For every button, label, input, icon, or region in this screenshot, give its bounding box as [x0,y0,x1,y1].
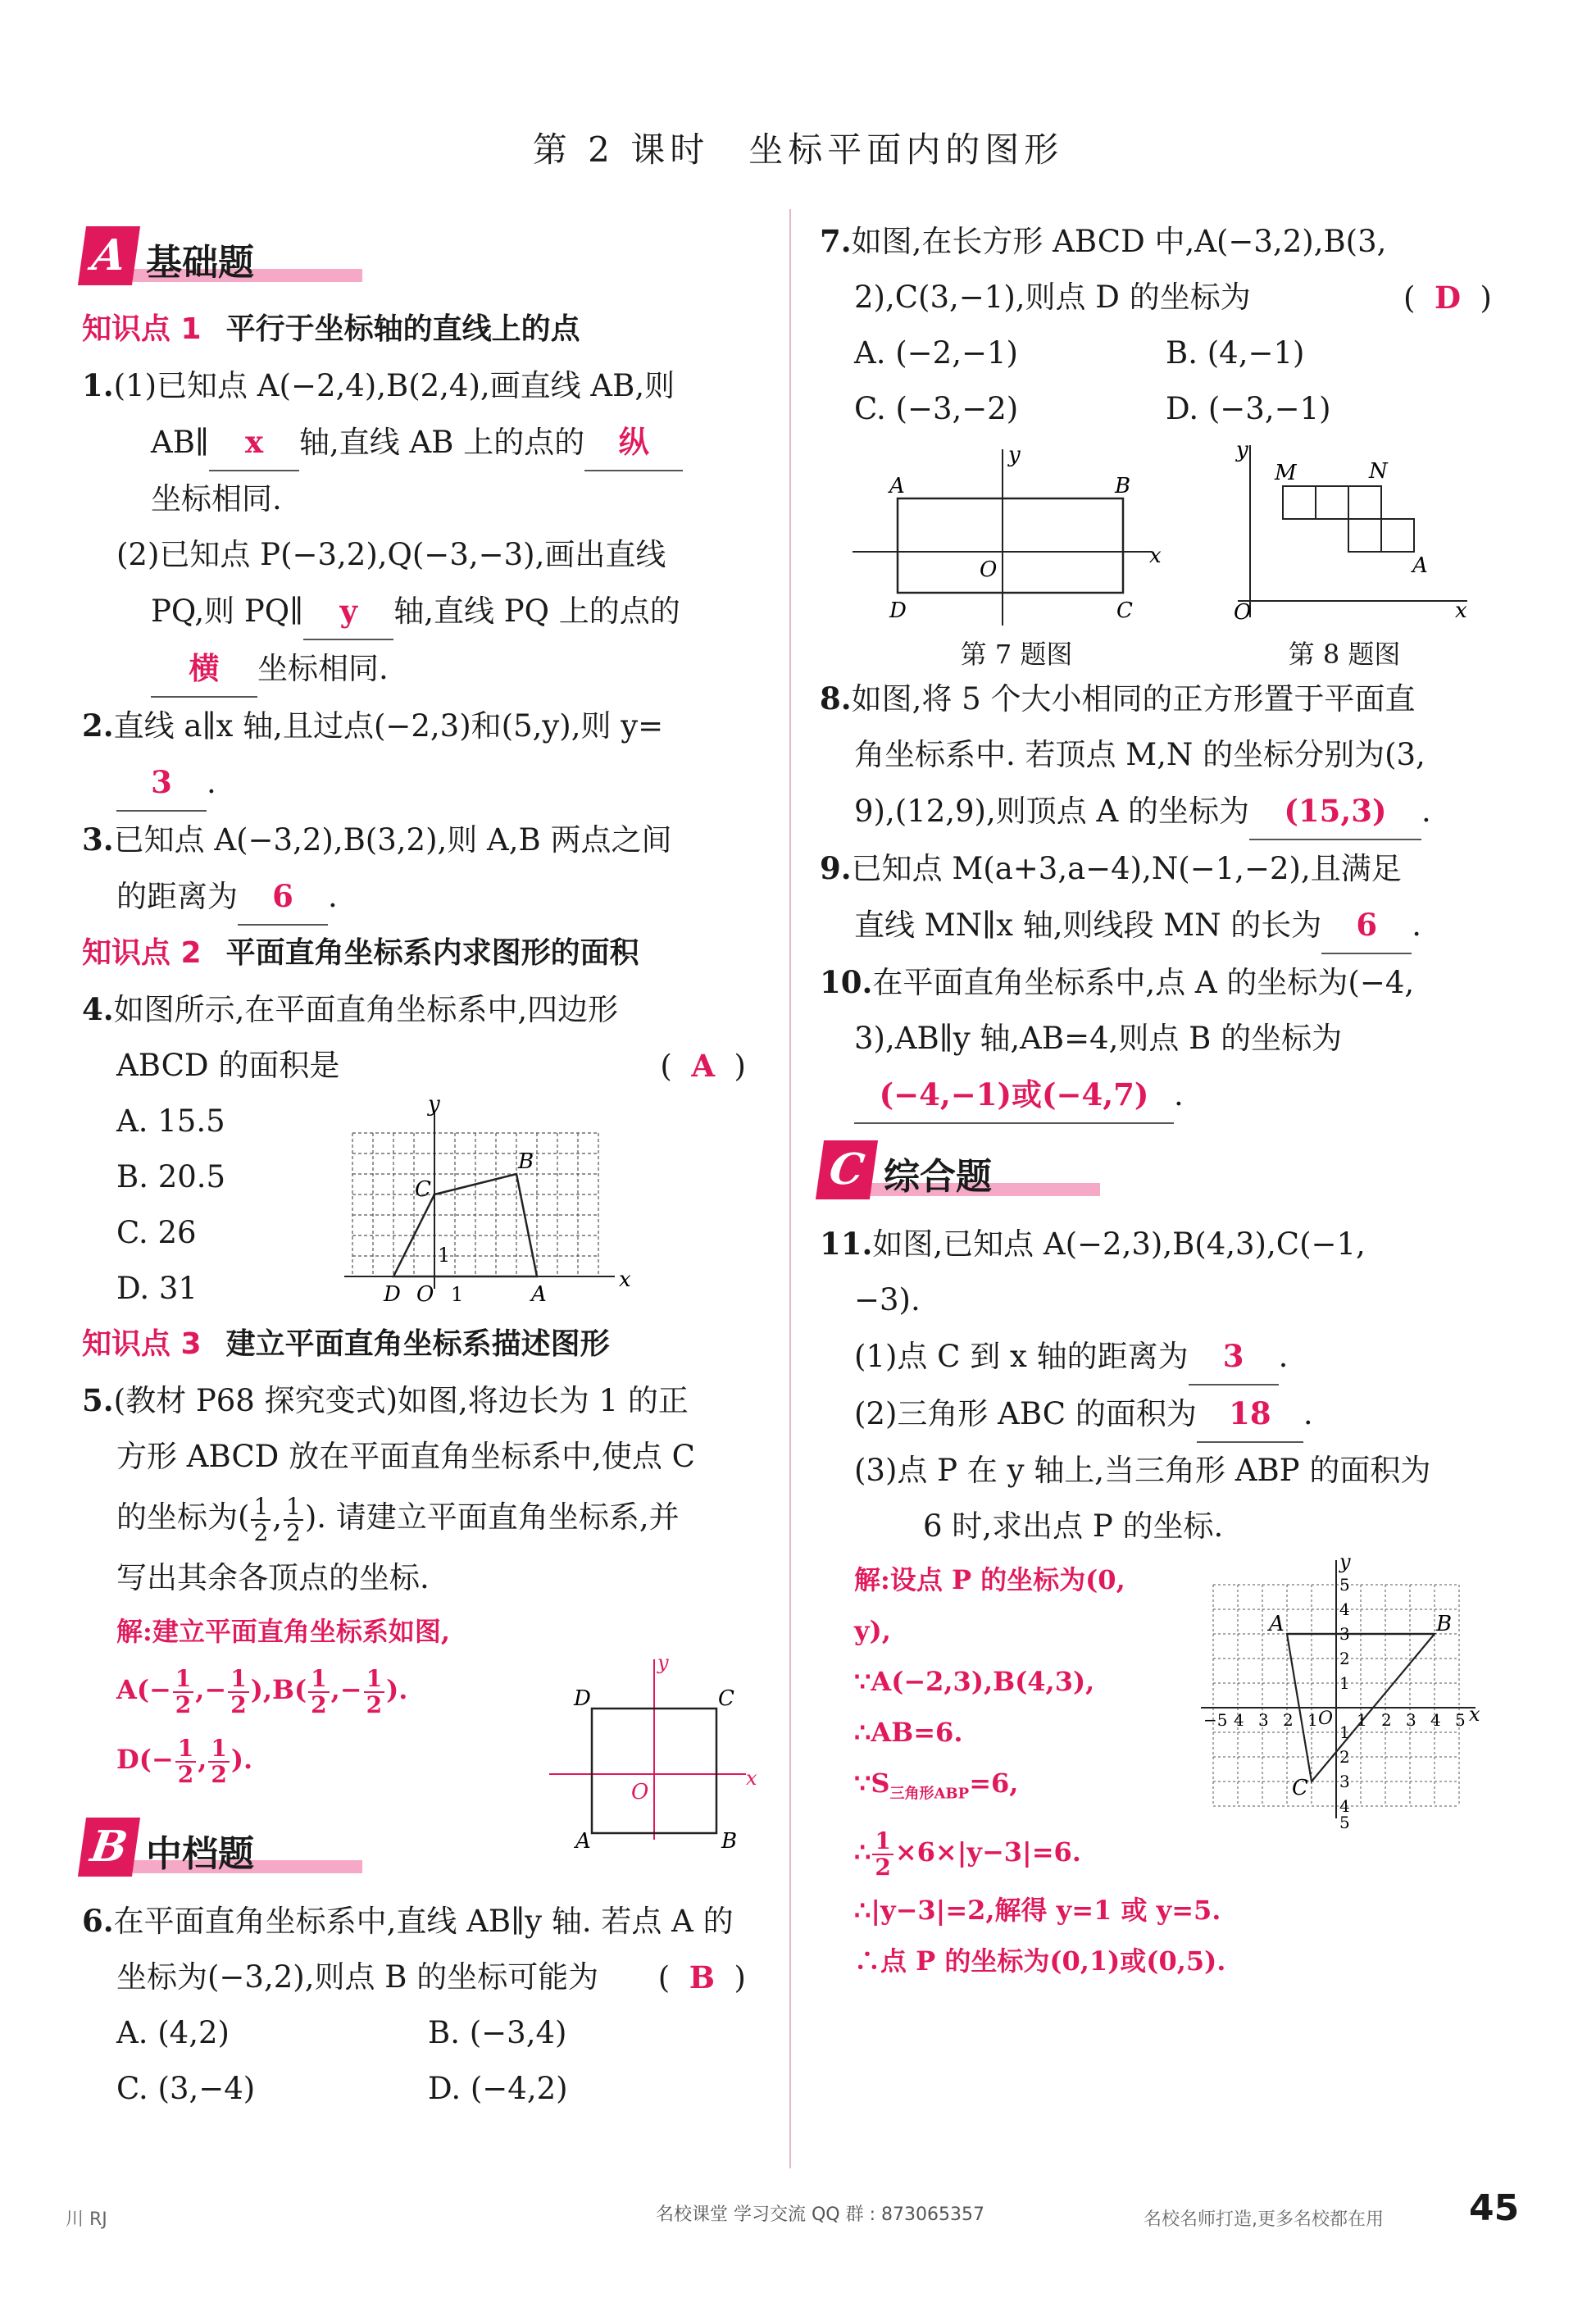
question-2: 2.直线 a∥x 轴,且过点(−2,3)和(5,y),则 y= 3 . [82,698,762,812]
q1-answer-3: y [303,583,393,640]
q7-fig-x-label: x [1149,544,1162,568]
q5-fig-a-label: A [575,1829,591,1854]
q7-q8-figures [820,437,1500,671]
right-column [820,213,1500,1986]
q5-line3a: 的坐标为( [116,1499,250,1535]
q7-answer: D [1434,280,1462,316]
q6-option-d: D. (−4,2) [428,2071,568,2106]
q1-answer-2: 纵 [584,414,683,471]
q11-fig-x-label: x [1469,1703,1480,1726]
section-b-badge: B [78,1818,140,1877]
q9-answer: 6 [1321,897,1412,954]
knowledge-point-2 [82,926,762,981]
q11-xtick-9: 4 [1430,1710,1441,1730]
q6-answer: B [689,1959,716,1995]
question-4: 4.如图所示,在平面直角坐标系中,四边形 ABCD 的面积是 ( A ) A. 15.5 B. 20.5 C. 26 D. 31 y x B C D O 1 1 A [82,981,762,1317]
q11-ytick-6: 1 [1339,1722,1350,1742]
q11-fig-c-label: C [1292,1776,1308,1800]
q5-fig-o-label: O [631,1780,649,1804]
question-9: 9.已知点 M(a+3,a−4),N(−1,−2),且满足 直线 MN∥x 轴,则线段 MN 的长为 6 . [820,840,1500,954]
section-a-title: 基础题 [146,242,254,284]
q11-p3-line1: (3)点 P 在 y 轴上,当三角形 ABP 的面积为 [854,1453,1431,1488]
q8-fig-n-label: N [1369,459,1388,484]
q11-sol-line1: 解:设点 P 的坐标为(0, [854,1564,1125,1595]
q11-answer-2: 18 [1197,1386,1303,1443]
q4-fig-a-label: A [531,1282,547,1307]
q11-line1: 如图,已知点 A(−2,3),B(4,3),C(−1, [872,1226,1366,1262]
q2-answer: 3 [116,754,207,812]
q11-p2: (2)三角形 ABC 的面积为 [854,1396,1197,1431]
q5-fig-d-label: D [574,1686,591,1711]
kp3-title: 建立平面直角坐标系描述图形 [225,1327,610,1361]
question-6: 6.在平面直角坐标系中,直线 AB∥y 轴. 若点 A 的 坐标为(−3,2),则点 B 的坐标可能为 ( B ) A. (4,2) B. (−3,4) C. (3,−4) D. (−4,2) [82,1893,762,2117]
q10-line1: 在平面直角坐标系中,点 A 的坐标为(−4, [872,965,1415,1000]
q11-ytick-8: 3 [1339,1772,1350,1791]
q4-option-b: B. 20.5 [116,1159,226,1194]
q3-line1: 已知点 A(−3,2),B(3,2),则 A,B 两点之间 [113,822,672,858]
q9-line2: 直线 MN∥x 轴,则线段 MN 的长为 [854,908,1322,943]
q10-answer: (−4,−1)或(−4,7) [854,1067,1174,1124]
q11-fig-o-label: O [1318,1709,1334,1729]
q1-p1-line2a: AB∥ [151,425,210,460]
q5-fraction-1: $\frac{1}{2}$ [251,1495,271,1545]
q1-p2-line1: (2)已知点 P(−3,2),Q(−3,−3),画出直线 [116,537,666,572]
page-title: 第 2 课时 坐标平面内的图形 [532,130,1064,170]
q11-xtick-10: 5 [1455,1710,1466,1730]
q5-line1: (教材 P68 探究变式)如图,将边长为 1 的正 [113,1383,689,1418]
q10-line2: 3),AB∥y 轴,AB=4,则点 B 的坐标为 [854,1021,1343,1056]
q8-line3: 9),(12,9),则顶点 A 的坐标为 [854,794,1249,829]
q8-fig-a-label: A [1412,553,1428,578]
q11-xtick-5: 1 [1307,1710,1318,1730]
kp2-title: 平面直角坐标系内求图形的面积 [225,936,639,970]
q11-figure [1197,1552,1492,1831]
q10-number: 10. [820,964,873,1000]
q11-ytick-5: 1 [1339,1673,1350,1693]
q7-fig-o-label: O [980,557,998,582]
q11-xtick-1: −5 [1203,1710,1228,1730]
question-3: 3.已知点 A(−3,2),B(3,2),则 A,B 两点之间 的距离为 6 . [82,812,762,926]
q8-caption: 第 8 题图 [1288,639,1401,670]
footer-qq-group: 名校课堂 学习交流 QQ 群 : 873065357 [656,2205,984,2225]
q8-fig-y-label: y [1236,438,1248,462]
q8-line1: 如图,将 5 个大小相同的正方形置于平面直 [851,681,1416,717]
kp3-tag: 知识点 3 [82,1327,202,1361]
q7-line2: 2),C(3,−1),则点 D 的坐标为 [854,280,1251,315]
q5-fig-y-label: y [657,1651,669,1674]
q7-fig-y-label: y [1008,443,1021,467]
q1-number: 1. [82,367,114,403]
q5-fig-x-label: x [746,1767,757,1790]
q4-line1: 如图所示,在平面直角坐标系中,四边形 [113,992,619,1027]
q3-number: 3. [82,821,114,858]
q11-sol-line3: ∵A(−2,3),B(4,3), [854,1666,1095,1697]
q4-option-d: D. 31 [116,1271,198,1306]
q11-ytick-4: 2 [1339,1649,1350,1668]
knowledge-point-3 [82,1317,762,1372]
q11-xtick-3: 3 [1258,1710,1269,1730]
q6-option-b: B. (−3,4) [428,2015,567,2050]
q4-fig-d-label: D [384,1282,401,1307]
q11-sol-line5: $\because S_{三角形ABP}=6$, [854,1768,1019,1803]
q7-fig-c-label: C [1116,598,1133,623]
q7-option-a: A. (−2,−1) [854,335,1018,371]
section-b-title: 中档题 [146,1833,254,1875]
section-a-badge: A [78,226,140,285]
q11-ytick-10: 5 [1339,1813,1350,1832]
q7-fig-b-label: B [1115,474,1131,498]
q11-sol-line6: ∴ $\frac{1}{2}$ ×6×|y−3|=6. [854,1827,1081,1881]
q11-fig-y-label: y [1339,1550,1351,1573]
q7-option-b: B. (4,−1) [1166,335,1305,371]
q9-number: 9. [820,850,852,886]
q1-p2-line2b: 轴,直线 PQ 上的点的 [393,594,680,629]
q11-fig-b-label: B [1436,1612,1453,1636]
q4-line2: ABCD 的面积是 [116,1048,340,1083]
left-column [82,213,762,2117]
q1-p2-line2a: PQ,则 PQ∥ [151,594,304,629]
q7-fig-a-label: A [889,474,905,498]
q6-number: 6. [82,1903,114,1939]
q8-line2: 角坐标系中. 若顶点 M,N 的坐标分别为(3, [854,737,1425,772]
q11-sol-line7: ∴|y−3|=2,解得 y=1 或 y=5. [854,1895,1221,1927]
q7-figure [853,445,1164,634]
q7-option-c: C. (−3,−2) [854,391,1019,426]
q1-p2-line3: 坐标相同. [257,651,389,686]
q7-caption: 第 7 题图 [960,639,1073,670]
q11-xtick-8: 3 [1406,1710,1416,1730]
q5-solution-line1: 解:建立平面直角坐标系如图, [116,1616,450,1647]
q4-answer: A [691,1048,716,1084]
footer-edition: 川 RJ [66,2209,107,2230]
section-c-badge: C [816,1140,878,1199]
q5-number: 5. [82,1382,114,1418]
q4-fig-c-label: C [415,1177,431,1202]
q11-sol-line4: ∴AB=6. [854,1717,963,1748]
q11-xtick-4: 2 [1283,1710,1294,1730]
q5-fig-c-label: C [718,1686,734,1711]
q5-solution-line2: A(− $\frac{1}{2}$ ,− $\frac{1}{2}$ ),B( $\frac{1}{2}$ ,− $\frac{1}{2}$ ). [116,1664,408,1718]
q6-option-a: A. (4,2) [116,2015,230,2050]
q4-fig-one-label: 1 [451,1283,464,1306]
q1-answer-4: 横 [151,640,257,698]
q11-xtick-7: 2 [1381,1710,1392,1730]
q1-answer-1: x [209,414,299,471]
question-1 [82,357,762,698]
q11-p1: (1)点 C 到 x 轴的距离为 [854,1339,1189,1374]
question-5: 5.(教材 P68 探究变式)如图,将边长为 1 的正 方形 ABCD 放在平面直角坐标系中,使点 C 的坐标为( $\frac{1}{2}$ , $\frac{1}{2}$ ). 请建立平面直角坐标系,并 写出其余各顶点的坐标. 解:建立平面直角坐标系如图, A(− $\frac{1}{2}$ ,− $\frac{1}{2}$ ),B( $\frac{1}{2}$ ,− $\frac{1}{2}$ ). D(− $\frac{1}{2}$ , $\frac{1}{2}$ ). y x D C O A B [82,1372,762,1796]
column-divider [789,209,791,2168]
section-a-header [82,221,762,295]
kp1-title: 平行于坐标轴的直线上的点 [225,312,580,346]
q4-option-a: A. 15.5 [116,1103,225,1139]
q11-ytick-3: 3 [1339,1624,1350,1644]
q8-figure [1213,437,1476,634]
q5-line3b: ). 请建立平面直角坐标系,并 [304,1499,680,1535]
knowledge-point-1 [82,302,762,357]
q5-fig-b-label: B [721,1829,738,1854]
q9-line1: 已知点 M(a+3,a−4),N(−1,−2),且满足 [851,851,1402,886]
q4-figure [336,1092,721,1307]
q11-line2: −3). [854,1282,921,1317]
q8-answer: (15,3) [1249,783,1421,840]
q7-number: 7. [820,223,852,259]
q1-p1-line3: 坐标相同. [151,481,282,516]
q1-p1-line1: (1)已知点 A(−2,4),B(2,4),画直线 AB,则 [113,368,675,403]
q11-sol-line2: y), [854,1615,891,1646]
q11-xtick-6: 1 [1357,1710,1367,1730]
q11-ytick-7: 2 [1339,1747,1350,1767]
page-number: 45 [1469,2187,1520,2229]
q4-fig-y-label: y [428,1092,440,1117]
q8-fig-x-label: x [1455,598,1467,623]
section-b-header [82,1813,762,1886]
question-10: 10.在平面直角坐标系中,点 A 的坐标为(−4, 3),AB∥y 轴,AB=4,则点 B 的坐标为 (−4,−1)或(−4,7) . [820,954,1500,1124]
q11-fig-a-label: A [1269,1612,1285,1636]
q3-answer: 6 [238,868,328,926]
q11-answer-1: 3 [1189,1328,1279,1386]
q8-number: 8. [820,680,852,717]
q2-number: 2. [82,708,114,744]
q11-ytick-1: 5 [1339,1575,1350,1595]
section-c-title: 综合题 [884,1156,992,1198]
q1-p1-line2b: 轴,直线 AB 上的点的 [299,425,585,460]
q11-number: 11. [820,1226,873,1262]
q11-xtick-2: 4 [1234,1710,1244,1730]
q4-number: 4. [82,991,114,1027]
q4-fig-b-label: B [518,1149,534,1174]
q11-p3-line2: 6 时,求出点 P 的坐标. [923,1508,1224,1544]
q6-line2: 坐标为(−3,2),则点 B 的坐标可能为 [116,1959,599,1995]
q5-fraction-2: $\frac{1}{2}$ [284,1495,303,1545]
question-7: 7.如图,在长方形 ABCD 中,A(−3,2),B(3, 2),C(3,−1),则点 D 的坐标为 ( D ) A. (−2,−1) B. (4,−1) C. (−3,−2) D. (−3,−1) [820,213,1500,437]
q7-option-d: D. (−3,−1) [1166,391,1331,426]
kp1-tag: 知识点 1 [82,312,202,346]
q11-sol-line8: ∴点 P 的坐标为(0,1)或(0,5). [854,1945,1226,1977]
q4-fig-x-label: x [619,1267,631,1292]
q2-line1: 直线 a∥x 轴,且过点(−2,3)和(5,y),则 y= [113,708,664,744]
question-11: 11.如图,已知点 A(−2,3),B(4,3),C(−1, −3). (1)点 C 到 x 轴的距离为 3 . (2)三角形 ABC 的面积为 18 . (3)点 P 在 y 轴上,当三角形 ABP 的面积为 6 时,求出点 P 的坐标. 解:设点 P 的坐标为(0, y), ∵A(−2,3),B(4,3), ∴AB=6. $\because S_{三角形ABP}=6$, ∴ $\frac{1}{2}$ ×6×|y−3|=6. ∴|y−3|=2,解得 y=1 或 y=5. ∴点 P 的坐标为(0,1)或(0,5). y x A B C O −5 4 3 2 1 1 2 3 4 5 5 4 3 2 1 1 2 3 4 5 [820,1216,1500,1986]
kp2-tag: 知识点 2 [82,936,202,970]
footer-slogan: 名校名师打造,更多名校都在用 [1144,2209,1384,2230]
q5-solution-line3: D(− $\frac{1}{2}$ , $\frac{1}{2}$ ). [116,1734,253,1788]
q4-fig-o-label: O [416,1282,434,1307]
q8-fig-o-label: O [1234,600,1252,625]
q7-line1: 如图,在长方形 ABCD 中,A(−3,2),B(3, [851,224,1387,259]
q8-fig-m-label: M [1275,461,1297,485]
q5-line2: 方形 ABCD 放在平面直角坐标系中,使点 C [116,1439,695,1474]
q11-ytick-9: 4 [1339,1796,1350,1816]
question-8: 8.如图,将 5 个大小相同的正方形置于平面直 角坐标系中. 若顶点 M,N 的坐标分别为(3, 9),(12,9),则顶点 A 的坐标为 (15,3) . [820,671,1500,840]
q3-line2: 的距离为 [116,879,238,914]
q7-fig-d-label: D [889,598,907,623]
q5-line4: 写出其余各顶点的坐标. [116,1560,430,1595]
q6-line1: 在平面直角坐标系中,直线 AB∥y 轴. 若点 A 的 [113,1904,734,1939]
q4-fig-one-y-label: 1 [438,1244,451,1267]
q4-option-c: C. 26 [116,1215,197,1250]
q11-ytick-2: 4 [1339,1599,1350,1619]
section-c-header [820,1135,1500,1209]
q6-option-c: C. (3,−4) [116,2071,256,2106]
